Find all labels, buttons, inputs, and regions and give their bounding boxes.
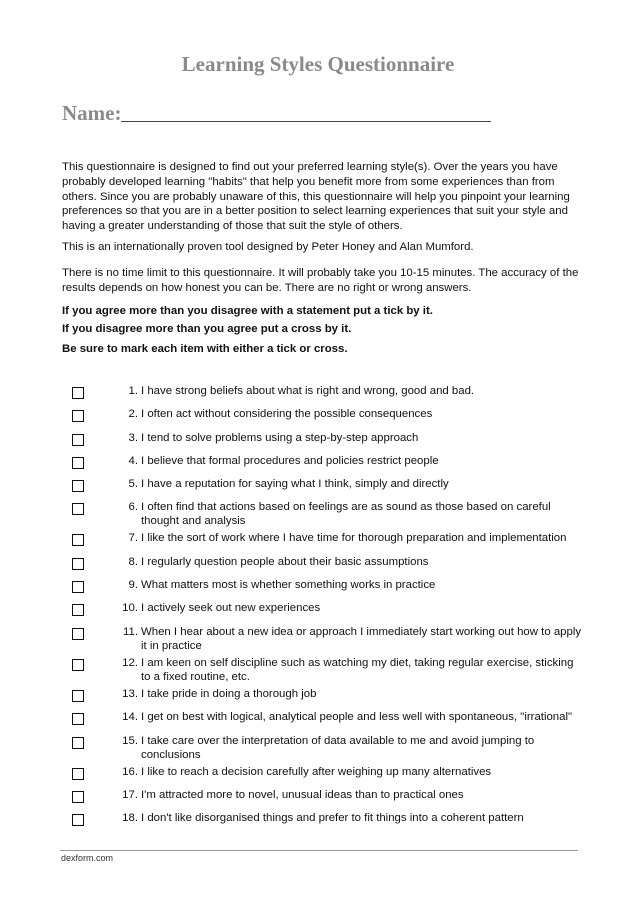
intro-paragraph-1: This questionnaire is designed to find out your preferred learning style(s). Over the years you have probably developed learning "habits" that help you benefit more from some experiences than from others. Since you are probably unaware of this, this questionnaire will help you pinpoint your learning preferences so that you are in a better position to select learning experiences that suit your style and having a greater understanding of those that suit the style of others. bbox=[62, 161, 570, 233]
item-statement: What matters most is whether something works in practice bbox=[141, 579, 436, 591]
item-number: 9. bbox=[128, 579, 138, 591]
item-statement: I believe that formal procedures and policies restrict people bbox=[141, 455, 439, 467]
answer-checkbox[interactable] bbox=[72, 737, 84, 749]
item-number: 5. bbox=[128, 478, 138, 490]
item-number: 1. bbox=[128, 385, 138, 397]
instruction-cross: If you disagree more than you agree put a cross by it. bbox=[62, 323, 352, 335]
item-number: 15. bbox=[122, 735, 138, 747]
answer-checkbox[interactable] bbox=[72, 503, 84, 515]
answer-checkbox[interactable] bbox=[72, 768, 84, 780]
footer-divider bbox=[60, 850, 578, 851]
item-number: 14. bbox=[122, 711, 138, 723]
answer-checkbox[interactable] bbox=[72, 713, 84, 725]
answer-checkbox[interactable] bbox=[72, 410, 84, 422]
answer-checkbox[interactable] bbox=[72, 480, 84, 492]
item-number: 8. bbox=[128, 556, 138, 568]
item-number: 7. bbox=[128, 532, 138, 544]
item-number: 16. bbox=[122, 766, 138, 778]
answer-checkbox[interactable] bbox=[72, 387, 84, 399]
answer-checkbox[interactable] bbox=[72, 814, 84, 826]
intro-paragraph-3: There is no time limit to this questionnaire. It will probably take you 10-15 minutes. The accuracy of the results depends on how honest you can be. There are no right or wrong answers. bbox=[62, 267, 579, 294]
item-statement: I have strong beliefs about what is right and wrong, good and bad. bbox=[141, 385, 475, 397]
item-number: 3. bbox=[128, 432, 138, 444]
intro-paragraph-2: This is an internationally proven tool designed by Peter Honey and Alan Mumford. bbox=[62, 241, 474, 253]
answer-checkbox[interactable] bbox=[72, 534, 84, 546]
name-field-line[interactable] bbox=[121, 121, 491, 122]
item-number: 2. bbox=[128, 408, 138, 420]
answer-checkbox[interactable] bbox=[72, 558, 84, 570]
footer-source: dexform.com bbox=[61, 853, 114, 863]
answer-checkbox[interactable] bbox=[72, 791, 84, 803]
answer-checkbox[interactable] bbox=[72, 604, 84, 616]
answer-checkbox[interactable] bbox=[72, 628, 84, 640]
item-statement: I have a reputation for saying what I think, simply and directly bbox=[141, 478, 449, 490]
item-statement: I like to reach a decision carefully after weighing up many alternatives bbox=[141, 766, 492, 778]
item-number: 10. bbox=[122, 602, 138, 614]
item-statement: When I hear about a new idea or approach I immediately start working out how to apply it in practice bbox=[141, 626, 582, 652]
item-statement: I am keen on self discipline such as watching my diet, taking regular exercise, sticking to a fixed routine, etc. bbox=[141, 657, 574, 683]
page-title: Learning Styles Questionnaire bbox=[181, 52, 455, 76]
instruction-tick: If you agree more than you disagree with a statement put a tick by it. bbox=[62, 305, 433, 317]
item-number: 11. bbox=[123, 626, 138, 638]
name-label: Name: bbox=[62, 101, 122, 125]
item-statement: I often act without considering the possible consequences bbox=[141, 408, 433, 420]
item-number: 4. bbox=[128, 455, 138, 467]
answer-checkbox[interactable] bbox=[72, 659, 84, 671]
item-number: 6. bbox=[128, 501, 138, 513]
item-statement: I tend to solve problems using a step-by-step approach bbox=[141, 432, 419, 444]
item-number: 18. bbox=[122, 812, 138, 824]
item-statement: I often find that actions based on feelings are as sound as those based on careful thought and analysis bbox=[141, 501, 551, 527]
item-statement: I don't like disorganised things and prefer to fit things into a coherent pattern bbox=[141, 812, 524, 824]
item-statement: I actively seek out new experiences bbox=[141, 602, 321, 614]
answer-checkbox[interactable] bbox=[72, 581, 84, 593]
item-number: 12. bbox=[122, 657, 138, 669]
item-statement: I'm attracted more to novel, unusual ideas than to practical ones bbox=[141, 789, 464, 801]
answer-checkbox[interactable] bbox=[72, 690, 84, 702]
item-statement: I like the sort of work where I have time for thorough preparation and implementation bbox=[141, 532, 567, 544]
answer-checkbox[interactable] bbox=[72, 434, 84, 446]
item-statement: I get on best with logical, analytical people and less well with spontaneous, "irrational" bbox=[141, 711, 573, 723]
item-statement: I regularly question people about their basic assumptions bbox=[141, 556, 429, 568]
answer-checkbox[interactable] bbox=[72, 457, 84, 469]
item-number: 13. bbox=[122, 688, 138, 700]
item-statement: I take care over the interpretation of data available to me and avoid jumping to conclusions bbox=[141, 735, 535, 761]
item-number: 17. bbox=[122, 789, 138, 801]
item-statement: I take pride in doing a thorough job bbox=[141, 688, 317, 700]
instruction-mark-each: Be sure to mark each item with either a tick or cross. bbox=[62, 343, 348, 355]
